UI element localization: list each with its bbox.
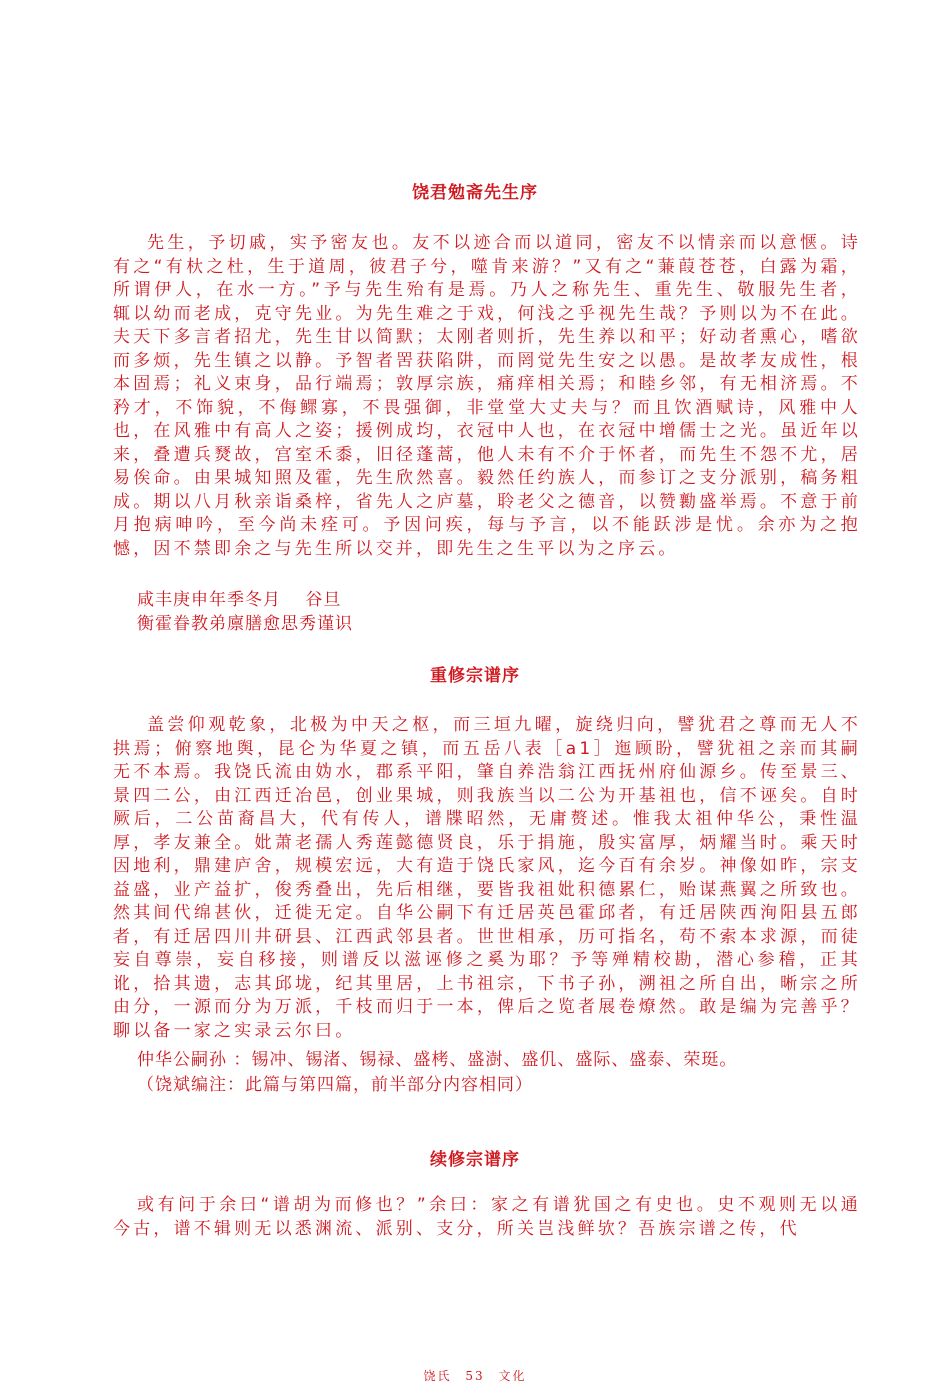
date-line: 咸丰庚申年季冬月 谷旦	[137, 590, 342, 610]
section-title: 重修宗谱序	[430, 666, 520, 686]
page-number: 53	[465, 1369, 485, 1383]
section-title: 续修宗谱序	[430, 1150, 520, 1170]
section-title: 饶君勉斋先生序	[412, 183, 538, 203]
section-body	[113, 232, 861, 561]
paragraph: 盖尝仰观乾象，北极为中天之枢，而三垣九曜，旋绕归向，譬犹君之尊而无人不拱焉；俯察地舆，昆仑为华夏之镇，而五岳八表［a1］迤顾盼，譬犹祖之亲而其嗣无不本焉。我饶氏流由妫水，郡系平阳，肇自养浩翁江西抚州府仙源乡。传至景三、景四二公，由江西迁冶邑，创业果城，则我族当以二公为开基祖也，信不诬矣。自时厥后，二公苗裔昌大，代有传人，谱牒昭然，无庸赘述。惟我太祖仲华公，秉性温厚，孝友兼全。妣萧老孺人秀莲懿德贤良，乐于捐施，殷实富厚，炳耀当时。乘天时因地利，鼎建庐舍，规模宏远，大有造于饶氏家风，迄今百有余岁。神像如昨，宗支益盛，业产益扩，俊秀叠出，先后相继，要皆我祖妣积德累仁，贻谋燕翼之所致也。然其间代绵甚伙，迁徙无定。自华公嗣下有迁居英邑霍邱者，有迁居陕西洵阳县五郎者，有迁居四川井研县、江西武邻县者。世世相承，历可指名，苟不索本求源，而徒妄自尊崇，妄自移接，则谱反以滋诬修之奚为耶？予等殚精校勘，潜心参稽，正其讹，拾其遗，志其邱垅，纪其里居，上书祖宗，下书子孙，溯祖之所自出，晰宗之所由分，一源而分为万派，千枝而归于一本，俾后之览者展卷燎然。敢是编为完善乎？聊以备一家之实录云尔曰。	[113, 715, 861, 1041]
paragraph: 先生，予切戚，实予密友也。友不以迹合而以道同，密友不以情亲而以意惬。诗有之“有杕之杜，生于道周，彼君子兮，噬肯来游？”又有之“蒹葭苍苍，白露为霜，所谓伊人，在水一方。”予与先生殆有是焉。乃人之称先生、重先生、敬服先生者，辄以幼而老成，克守先业。为先生难之于戏，何浅之乎视先生哉？予则以为不在此。夫天下多言者招尤，先生甘以简默；太刚者则折，先生养以和平；好动者熏心，嗜欲而多烦，先生镇之以静。予智者罟获陷阱，而罔觉先生安之以愚。是故孝友成性，根本固焉；礼义束身，品行端焉；敦厚宗族，痛痒相关焉；和睦乡邻，有无相济焉。不矜才，不饰貌，不侮鳏寡，不畏强御，非堂堂大丈夫与？而且饮酒赋诗，风雅中人也，在风雅中有高人之姿；援例成均，衣冠中人也，在衣冠中增儒士之光。虽近年以来，叠遭兵燹故，宫室禾黍，旧径蓬蒿，他人未有不介于怀者，而先生不怨不尤，居易俟命。由果城知照及霍，先生欣然喜。毅然任约族人，而参订之支分派别，稿务粗成。期以八月秋亲诣桑梓，省先人之庐墓，聆老父之德音，以赞勷盛举焉。不意于前月抱病呻吟，至今尚未痊可。予因问疾，每与予言，以不能跃涉是忧。余亦为之抱憾，因不禁即余之与先生所以交并，即先生之生平以为之序云。	[113, 233, 861, 559]
editor-note: （饶斌编注：此篇与第四篇，前半部分内容相同）	[137, 1075, 533, 1095]
signature-line: 衡霍眷教弟廪膳愈思秀谨识	[137, 614, 353, 634]
footer-left: 饶氏	[423, 1369, 452, 1383]
section-body	[113, 714, 861, 1043]
footer-right: 文化	[498, 1369, 527, 1383]
descendants-line: 仲华公嗣孙 ：锡冲、锡渚、锡禄、盛栲、盛澍、盛仉、盛际、盛泰、荣珽。	[137, 1050, 738, 1070]
section-body	[113, 1194, 861, 1241]
page-footer	[0, 1367, 950, 1384]
paragraph: 或有问于余曰“谱胡为而修也？”余曰：家之有谱犹国之有史也。史不观则无以通今古，谱不辑则无以悉渊流、派别、支分，所关岂浅鲜欤？吾族宗谱之传，代	[113, 1195, 861, 1239]
